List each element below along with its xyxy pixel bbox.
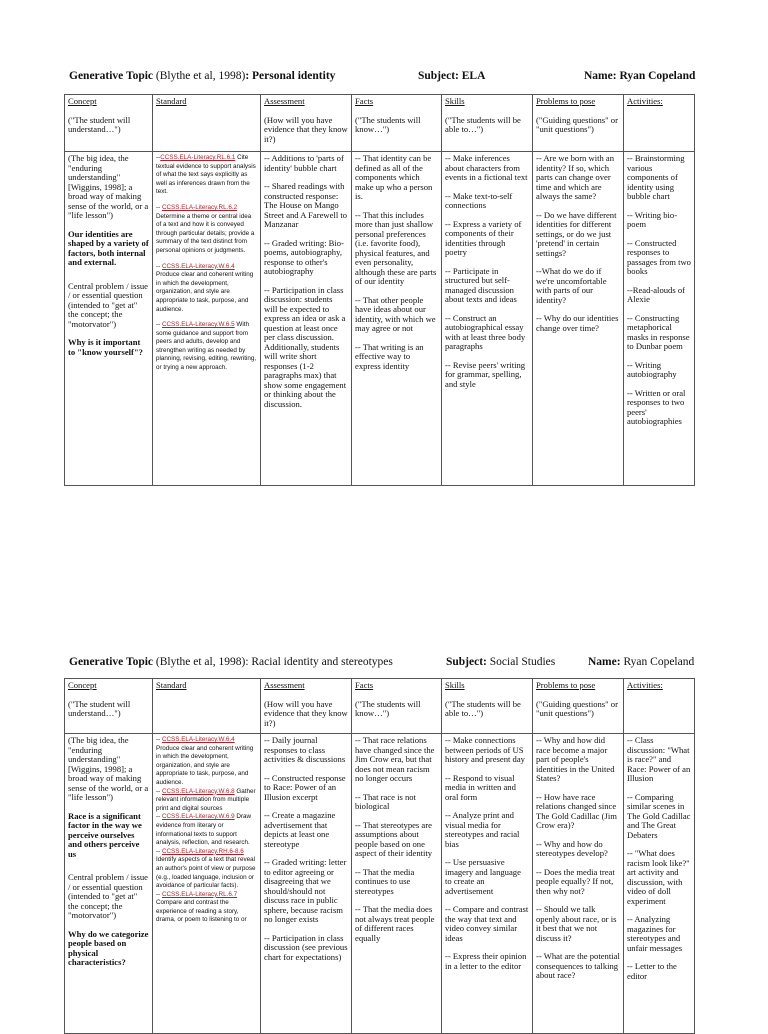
facts-header-cell: Facts ("The students will know…") <box>352 679 442 734</box>
facts-cell <box>352 152 442 486</box>
fact-item: -- That race relations have changed since the Jim Crow era, but that does not mean racism no longer occurs <box>355 735 435 783</box>
standard-item: --CCSS.ELA-Literacy.RL.6.1 Cite textual evidence to support analysis of what the text says explicitly as well as inferences drawn from the text. <box>156 154 256 196</box>
skill-item: -- Use persuasive imagery and language to create an advertisement <box>445 857 521 896</box>
concept-cell <box>65 734 153 1034</box>
skill-item: -- Analyze print and visual media for stereotypes and racial bias <box>445 810 520 849</box>
essential-question: Why is it important to "know yourself"? <box>68 337 143 357</box>
assessment-item: -- Participation in class discussion: students will be expected to express an idea or ask a question at least once per class discussion. Additionally, students will write short responses (1-2 paragraphs max) that show some engagement or thinking about the discussion. <box>264 284 347 409</box>
standard-link[interactable]: CCSS.ELA-Literacy.W.6.8 <box>161 787 235 795</box>
fact-item: -- That writing is an effective way to express identity <box>355 341 424 371</box>
activity-item: -- Brainstorming various components of identity using bubble chart <box>627 153 685 201</box>
skills-cell <box>442 734 533 1034</box>
section-header <box>64 656 694 672</box>
concept-cell <box>65 152 153 486</box>
standard-item: -- CCSS.ELA-Literacy.W.6.4 Produce clear and coherent writing in which the development, organization, and style are appropriate to task, purpose, and audience. <box>156 736 254 786</box>
assessment-item: -- Graded writing: Bio-poems, autobiography, response to other's autobiography <box>264 237 344 276</box>
assessment-cell <box>261 734 352 1034</box>
standard-link[interactable]: CCSS.ELA-Literacy.RL.6.2 <box>161 203 238 211</box>
standard-item: -- CCSS.ELA-Literacy.RL.6.7 Compare and contrast the experience of reading a story, drama, or poem to listening to or <box>156 890 247 924</box>
concept-text: (The big idea, the "enduring understanding" [Wiggins, 1998]; a broad way of making sense of the world, or a "life lesson") <box>68 735 149 802</box>
problem-item: -- Why and how did race become a major part of people's identities in the United States? <box>536 735 615 783</box>
problems-cell <box>533 152 624 486</box>
table-header-row <box>65 95 695 152</box>
standards-cell <box>153 152 261 486</box>
activities-cell <box>624 734 695 1034</box>
problems-header-cell: Problems to pose ("Guiding questions" or "unit questions") <box>533 95 624 152</box>
concept-text: (The big idea, the "enduring understanding" [Wiggins, 1998]; a broad way of making sense of the world, or a "life lesson") <box>68 153 149 220</box>
standard-link[interactable]: CCSS.ELA-Literacy.RH.6-8.6 <box>161 847 244 855</box>
standard-item: -- CCSS.ELA-Literacy.W.6.4 Produce clear and coherent writing in which the development, organization, and style are appropriate to task, purpose, and audience. <box>156 262 254 313</box>
standard-item: -- CCSS.ELA-Literacy.RH.6-8.6 Identify aspects of a text that reveal an author's point of view or purpose (e.g., loaded language, inclusion or avoidance of particular facts). <box>156 847 256 890</box>
activity-item: -- Writing autobiography <box>627 359 677 379</box>
facts-header-cell: Facts ("The students will know…") <box>352 95 442 152</box>
skills-header-cell: Skills ("The students will be able to…") <box>442 95 533 152</box>
assessment-item: -- Participation in class discussion (see previous chart for expectations) <box>264 932 348 962</box>
planning-table <box>64 678 695 1034</box>
name-heading: Name: Ryan Copeland <box>588 656 695 668</box>
problem-item: -- Why and how do stereotypes develop? <box>536 838 608 858</box>
table-body-row <box>65 734 695 1034</box>
standards-cell <box>153 734 261 1034</box>
standard-link[interactable]: CCSS.ELA-Literacy.W.6.5 <box>161 321 235 329</box>
skill-item: -- Express a variety of components of their identities through poetry <box>445 218 522 257</box>
concept-header-cell: Concept ("The student will understand…") <box>65 679 153 734</box>
fact-item: -- That this includes more than just shallow personal preferences (i.e. favorite food), physical features, and even personality, although these are parts of our identity <box>355 209 437 286</box>
standard-item: -- CCSS.ELA-Literacy.W.6.8 Gather relevant information from multiple print and digital sources <box>156 787 256 812</box>
skill-item: -- Compare and contrast the way that text and video convey similar ideas <box>445 904 529 943</box>
assessment-header-cell: Assessment (How will you have evidence that they know it?) <box>261 95 352 152</box>
concept-statement: Race is a significant factor in the way we perceive ourselves and others perceive us <box>68 810 142 859</box>
facts-cell <box>352 734 442 1034</box>
assessment-item: -- Shared readings with constructed response: The House on Mango Street and A Farewell to Manzanar <box>264 181 348 229</box>
assessment-item: -- Constructed response to Race: Power of an Illusion excerpt <box>264 772 346 802</box>
assessment-item: -- Graded writing: letter to editor agreeing or disagreeing that we should/should not discuss race in public sphere, because racism no longer exists <box>264 857 347 924</box>
skill-item: -- Construct an autobiographical essay with at least three body paragraphs <box>445 312 526 351</box>
activity-item: -- Letter to the editor <box>627 961 677 981</box>
skill-item: -- Make connections between periods of US history and present day <box>445 735 525 764</box>
essential-question: Why do we categorize people based on physical characteristics? <box>68 928 149 967</box>
activity-item: -- Writing bio-poem <box>627 209 678 229</box>
fact-item: -- That race is not biological <box>355 791 416 811</box>
concept-statement: Our identities are shaped by a variety of factors, both internal and external. <box>68 228 149 267</box>
assessment-item: -- Create a magazine advertisement that depicts at least one stereotype <box>264 810 336 849</box>
skill-item: -- Revise peers' writing for grammar, spelling, and style <box>445 359 526 389</box>
subject-heading: Subject: Social Studies <box>446 656 556 668</box>
essential-question-label: Central problem / issue / or essential question (intended to "get at" the concept; the "motorvator") <box>68 280 148 329</box>
activities-cell <box>624 152 695 486</box>
subject-heading: Subject: ELA <box>418 70 486 82</box>
activities-header-cell: Activities: <box>624 95 695 152</box>
topic-heading: Generative Topic (Blythe et al, 1998): Personal identity <box>69 70 336 82</box>
problems-header-cell: Problems to pose ("Guiding questions" or "unit questions") <box>533 679 624 734</box>
section-header <box>64 70 694 86</box>
assessment-item: -- Additions to 'parts of identity' bubble chart <box>264 153 344 173</box>
fact-item: -- That the media continues to use stereotypes <box>355 866 415 896</box>
planning-table <box>64 94 695 486</box>
assessment-header-cell: Assessment (How will you have evidence that they know it?) <box>261 679 352 734</box>
essential-question-label: Central problem / issue / or essential question (intended to "get at" the concept; the "motorvator") <box>68 872 148 920</box>
skill-item: -- Make text-to-self connections <box>445 190 513 210</box>
skill-item: -- Make inferences about characters from events in a fictional text <box>445 153 528 182</box>
problem-item: -- How have race relations changed since The Gold Cadillac (Jim Crow era)? <box>536 791 617 830</box>
standard-link[interactable]: CCSS.ELA-Literacy.W.6.4 <box>161 262 235 270</box>
table-body-row <box>65 152 695 486</box>
standard-link[interactable]: CCSS.ELA-Literacy.W.6.9 <box>161 813 235 821</box>
activity-item: -- "What does racism look like?" art activity and discussion, with video of doll experiment <box>627 848 690 906</box>
concept-header-cell: Concept ("The student will understand…") <box>65 95 153 152</box>
activity-item: -- Comparing similar scenes in The Gold Cadillac and The Great Debaters <box>627 791 691 840</box>
problems-cell <box>533 734 624 1034</box>
fact-item: -- That stereotypes are assumptions about people based on one aspect of their identity <box>355 819 433 858</box>
assessment-cell <box>261 152 352 486</box>
standard-item: -- CCSS.ELA-Literacy.W.6.9 Draw evidence from literary or informational texts to support analysis, reflection, and research. <box>156 813 252 847</box>
problem-item: --What do we do if we're uncomfortable with parts of our identity? <box>536 266 607 305</box>
activity-item: --Read-alouds of Alexie <box>627 284 685 304</box>
problem-item: -- Do we have different identities for different settings, or do we just 'pretend' in certain settings? <box>536 209 617 258</box>
skill-item: -- Respond to visual media in written and oral form <box>445 772 516 802</box>
standard-link[interactable]: CCSS.ELA-Literacy.RL.6.1 <box>160 154 236 161</box>
standard-item: -- CCSS.ELA-Literacy.W.6.5 With some guidance and support from peers and adults, develop and strengthen writing as needed by planning, revising, editing, rewriting, or trying a new approach. <box>156 321 257 372</box>
problem-item: -- Should we talk openly about race, or is it best that we not discuss it? <box>536 904 617 943</box>
activity-item: -- Class discussion: "What is race?" and Race: Power of an Illusion <box>627 735 691 783</box>
name-heading: Name: Ryan Copeland <box>584 70 696 82</box>
problem-item: -- Are we born with an identity? If so, which parts can change over time and which are always the same? <box>536 153 615 201</box>
skill-item: -- Express their opinion in a letter to the editor <box>445 951 527 971</box>
skills-cell <box>442 152 533 486</box>
skill-item: -- Participate in structured but self-managed discussion about texts and ideas <box>445 265 517 304</box>
standard-link[interactable]: CCSS.ELA-Literacy.RL.6.7 <box>161 890 238 898</box>
activity-item: -- Written or oral responses to two peers' autobiographies <box>627 387 686 426</box>
problem-item: -- Why do our identities change over time? <box>536 313 619 333</box>
topic-heading: Generative Topic (Blythe et al, 1998): Racial identity and stereotypes <box>69 656 393 668</box>
activity-item: -- Constructed responses to passages from two books <box>627 237 691 276</box>
assessment-item: -- Daily journal responses to class activities & discussions <box>264 735 346 764</box>
skills-header-cell: Skills ("The students will be able to…") <box>442 679 533 734</box>
standard-header-cell: Standard <box>153 679 261 734</box>
standard-item: -- CCSS.ELA-Literacy.RL.6.2 Determine a theme or central idea of a text and how it is conveyed through particular details; provide a summary of the text distinct from personal opinions or judgments. <box>156 203 255 254</box>
table-header-row <box>65 679 695 734</box>
activity-item: -- Constructing metaphorical masks in response to Dunbar poem <box>627 312 690 351</box>
problem-item: -- What are the potential consequences to talking about race? <box>536 951 620 980</box>
activities-header-cell: Activities: <box>624 679 695 734</box>
standard-link[interactable]: CCSS.ELA-Literacy.W.6.4 <box>161 736 235 743</box>
fact-item: -- That identity can be defined as all of the components which make up who a person is. <box>355 153 433 201</box>
fact-item: -- That other people have ideas about our identity, with which we may agree or not <box>355 294 436 333</box>
problem-item: -- Does the media treat people equally? If not, then why not? <box>536 866 615 896</box>
standard-header-cell: Standard <box>153 95 261 152</box>
fact-item: -- That the media does not always treat people of different races equally <box>355 904 435 943</box>
activity-item: -- Analyzing magazines for stereotypes and unfair messages <box>627 914 683 953</box>
